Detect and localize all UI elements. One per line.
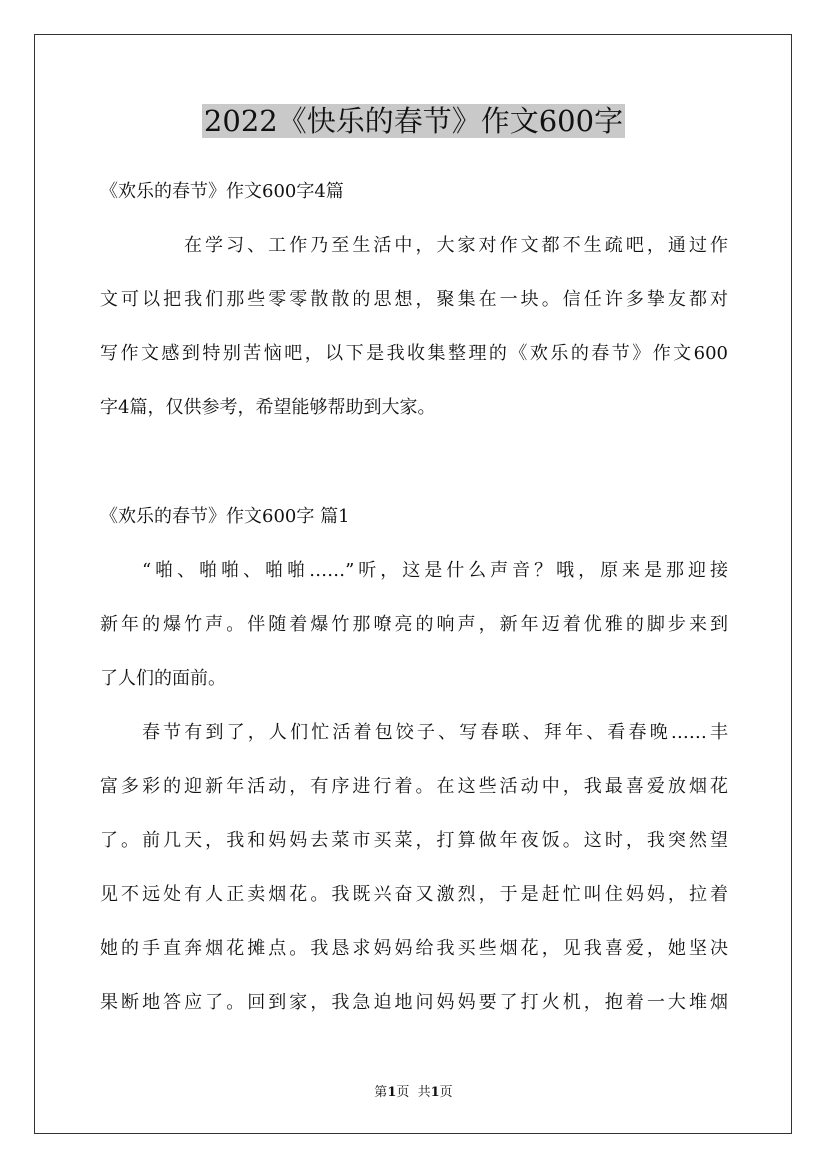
para1-line-3: 了人们的面前。 [100,668,226,689]
intro-line-2: 文可以把我们那些零零散散的思想，聚集在一块。信任许多挚友都对 [100,289,728,310]
intro-heading: 《欢乐的春节》作文600字4篇 [100,181,344,202]
page-footer [0,1085,827,1101]
para2-line-1: 春节有到了，人们忙活着包饺子、写春联、拜年、看春晚……丰 [142,722,728,743]
page-current-number: 1 [387,1085,397,1100]
intro-line-1: 在学习、工作乃至生活中，大家对作文都不生疏吧，通过作 [184,235,728,256]
para2-line-3: 了。前几天，我和妈妈去菜市买菜，打算做年夜饭。这时，我突然望 [100,830,728,851]
page-total-number: 1 [430,1085,440,1100]
page-label-prefix: 第 [374,1085,388,1100]
para2-line-5: 她的手直奔烟花摊点。我恳求妈妈给我买些烟花，见我喜爱，她坚决 [100,938,728,959]
page-label-mid: 页 共 [396,1085,431,1100]
para2-line-2: 富多彩的迎新年活动，有序进行着。在这些活动中，我最喜爱放烟花 [100,776,728,797]
para2-line-6: 果断地答应了。回到家，我急迫地问妈妈要了打火机，抱着一大堆烟 [100,992,728,1013]
para2-line-4: 见不远处有人正卖烟花。我既兴奋又激烈，于是赶忙叫住妈妈，拉着 [100,884,728,905]
document-title [0,100,827,142]
para1-line-2: 新年的爆竹声。伴随着爆竹那嘹亮的响声，新年迈着优雅的脚步来到 [100,614,728,635]
intro-line-3: 写作文感到特别苦恼吧，以下是我收集整理的《欢乐的春节》作文600 [100,343,728,364]
page-label-suffix: 页 [439,1085,453,1100]
para1-line-1: “啪、啪啪、啪啪……”听，这是什么声音？哦，原来是那迎接 [142,560,728,581]
intro-line-4: 字4篇，仅供参考，希望能够帮助到大家。 [100,397,436,418]
section-heading: 《欢乐的春节》作文600字 篇1 [100,506,350,527]
document-title-text: 2022《快乐的春节》作文600字 [203,104,624,138]
